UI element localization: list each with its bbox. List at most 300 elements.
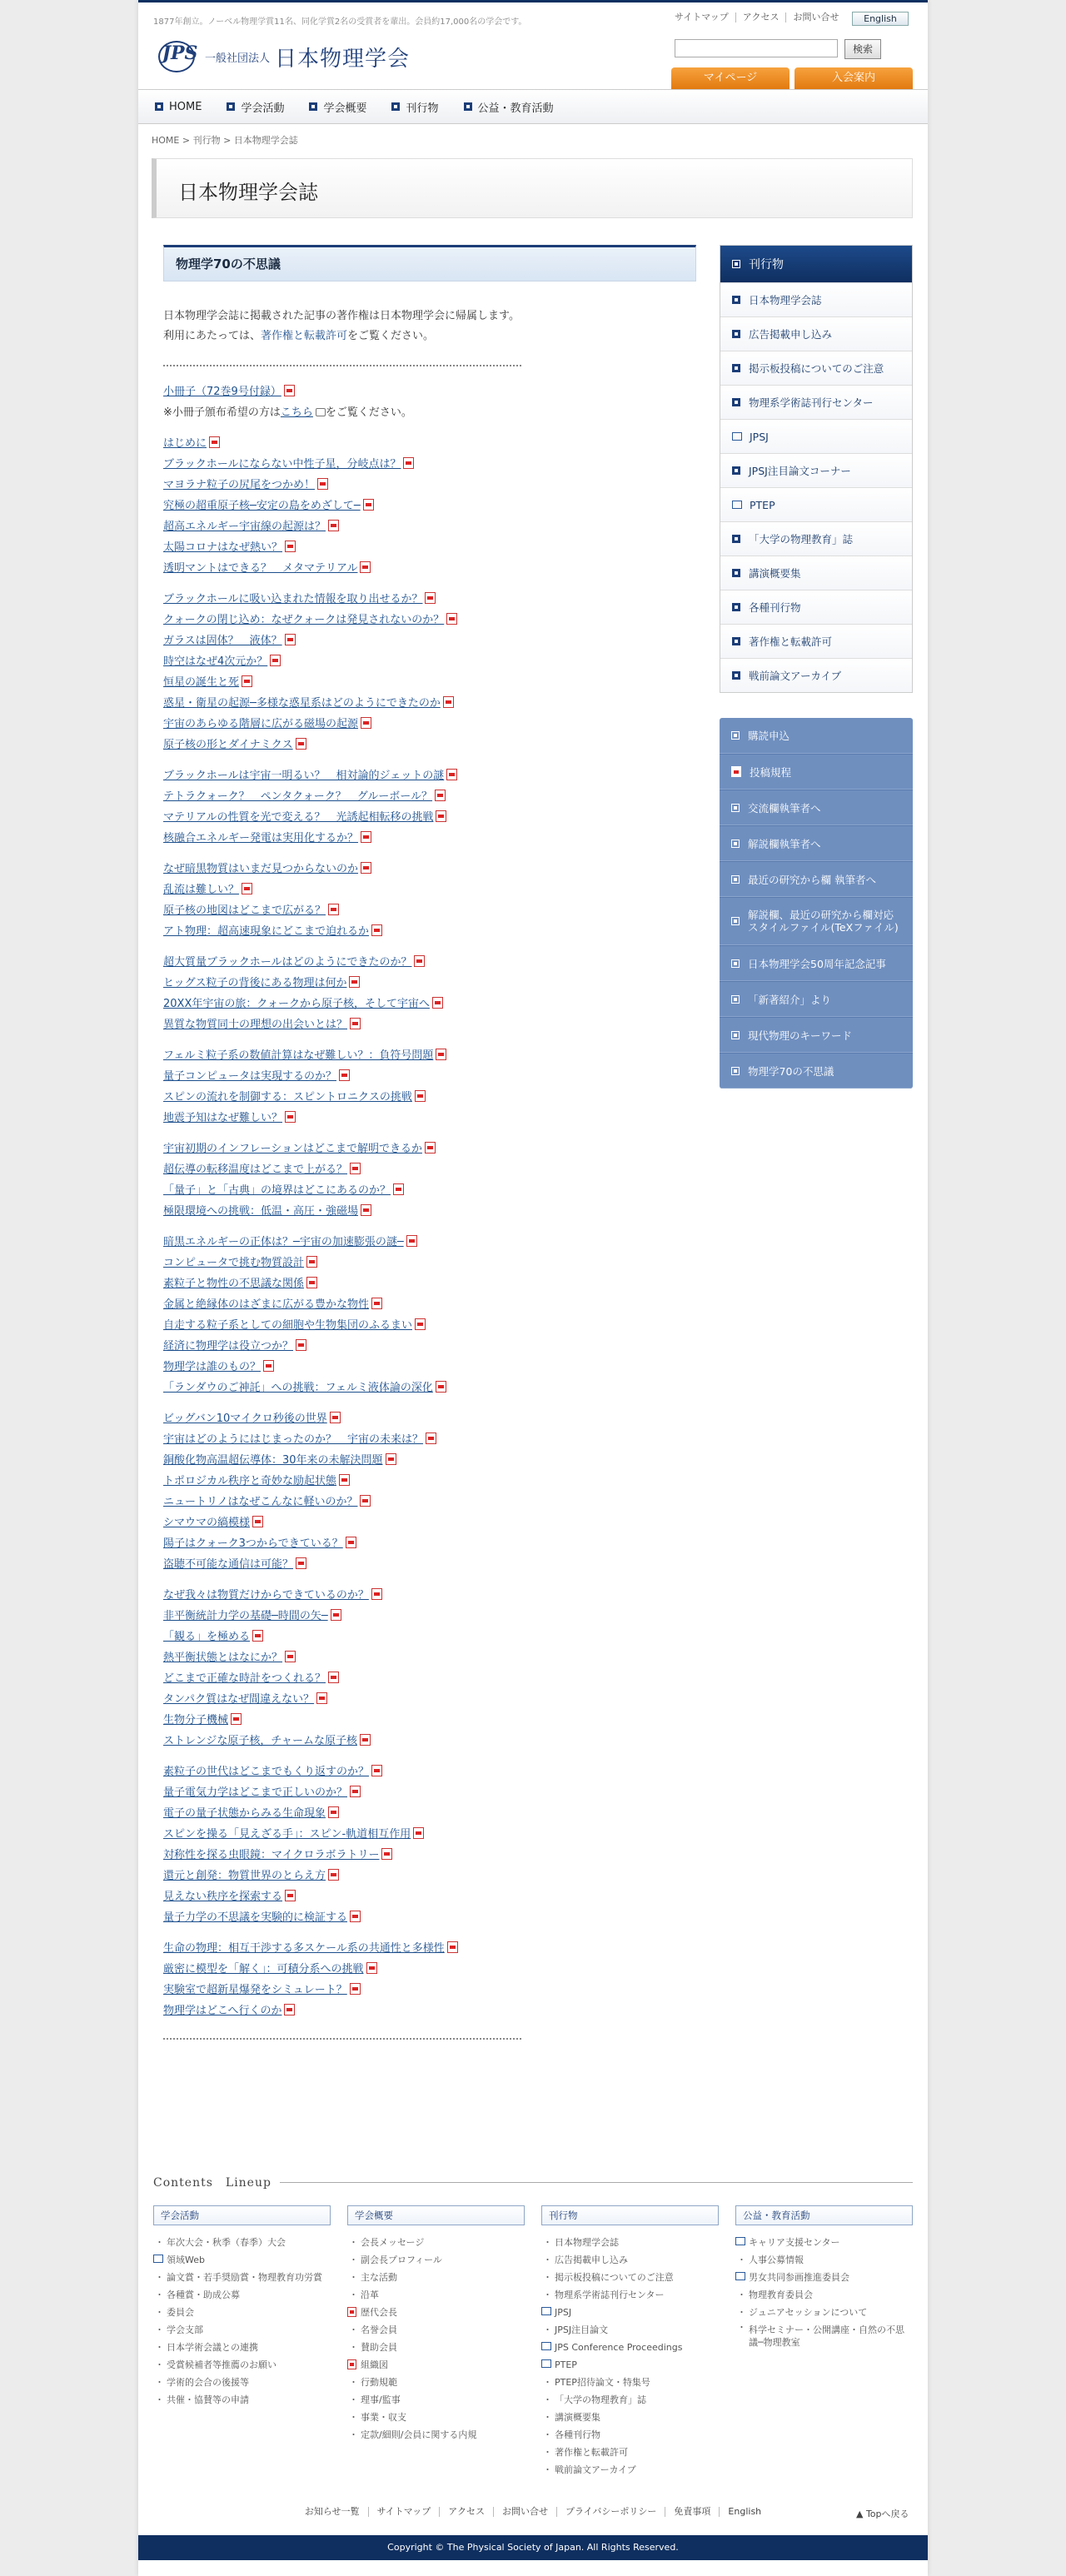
- pdf-icon: [231, 1713, 242, 1725]
- footer-link[interactable]: ・ 「大学の物理教育」誌: [541, 2391, 719, 2409]
- mypage-button[interactable]: マイページ: [671, 67, 790, 89]
- article-link[interactable]: なぜ我々は物質だけからできているのか？: [163, 1585, 696, 1606]
- sidebar-item-jpsj[interactable]: JPSJ: [720, 419, 912, 453]
- sidebar2-recent[interactable]: 最近の研究から欄 執筆者へ: [720, 861, 913, 897]
- jps-logo-mark: JPS: [153, 37, 202, 76]
- footer-link[interactable]: ・ 主な活動: [347, 2269, 525, 2286]
- util-link-sitemap[interactable]: サイトマップ: [675, 12, 729, 22]
- footer-link[interactable]: 組織図: [347, 2356, 525, 2374]
- bullet-icon: [731, 959, 740, 968]
- article-link[interactable]: ヒッグス粒子の背後にある物理は何か: [163, 973, 696, 994]
- pdf-icon: [252, 1630, 263, 1642]
- pdf-icon: [443, 696, 454, 708]
- pdf-icon: [350, 1163, 361, 1174]
- pdf-icon: [386, 1453, 396, 1465]
- footer-link[interactable]: JPSJ: [541, 2304, 719, 2321]
- article-link[interactable]: はじめに: [163, 433, 696, 454]
- pdf-icon: [426, 1432, 436, 1444]
- footer-link[interactable]: 歴代会長: [347, 2304, 525, 2321]
- article-link[interactable]: 地震予知はなぜ難しい？: [163, 1108, 696, 1129]
- pdf-icon: [360, 1495, 371, 1507]
- intro-line-2: 利用にあたっては、著作権と転載許可をご覧ください。: [163, 330, 435, 342]
- article-link[interactable]: マヨラナ粒子の尻尾をつかめ！: [163, 475, 696, 496]
- site-logo[interactable]: [153, 37, 410, 76]
- intro-text: [163, 306, 696, 346]
- article-link[interactable]: テトラクォーク？ ペンタクォーク？ グルーボール？: [163, 786, 696, 807]
- article-link[interactable]: 暗黒エネルギーの正体は？─宇宙の加速膨張の謎─: [163, 1232, 696, 1253]
- article-link[interactable]: 物理学は誰のもの？: [163, 1357, 696, 1378]
- sidebar-item-ad[interactable]: 広告掲載申し込み: [720, 316, 912, 351]
- bullet-icon: [227, 102, 235, 111]
- pdf-icon: [242, 675, 252, 687]
- external-window-icon: [541, 2307, 551, 2315]
- bullet-icon: [732, 466, 740, 475]
- footer-column-head[interactable]: 学会概要: [347, 2205, 525, 2225]
- footer-link[interactable]: ・ 掲示板投稿についてのご注意: [541, 2269, 719, 2286]
- article-link[interactable]: 透明マントはできる？ メタマテリアル: [163, 558, 696, 579]
- article-link[interactable]: 量子力学の不思議を実験的に検証する: [163, 1907, 696, 1928]
- section-title: 物理学70の不思議: [163, 245, 696, 282]
- footer-link[interactable]: ・ 賛助会員: [347, 2339, 525, 2356]
- footer-link[interactable]: 男女共同参画推進委員会: [735, 2269, 913, 2286]
- article-link[interactable]: タンパク質はなぜ間違えない？: [163, 1689, 696, 1710]
- bullet-icon: [732, 637, 740, 645]
- pdf-icon: [346, 1537, 356, 1548]
- article-link[interactable]: 還元と創発：物質世界のとらえ方: [163, 1866, 696, 1886]
- article-link[interactable]: 超大質量ブラックホールはどのようにできたのか？: [163, 952, 696, 973]
- pdf-icon: [731, 766, 741, 777]
- article-link[interactable]: なぜ暗黒物質はいまだ見つからないのか: [163, 859, 696, 879]
- pdf-icon: [306, 1277, 317, 1288]
- sidebar2-subscribe[interactable]: 購読申込: [720, 718, 913, 754]
- external-window-icon: [735, 2272, 745, 2280]
- article-link[interactable]: クォークの閉じ込め：なぜクォークは発見されないのか？: [163, 610, 696, 630]
- pdf-icon: [436, 1049, 446, 1060]
- sidebar2-review[interactable]: 解説欄執筆者へ: [720, 825, 913, 861]
- pdf-icon: [296, 1557, 306, 1569]
- sidebar-item-bbs-notice[interactable]: 掲示板投稿についてのご注意: [720, 351, 912, 385]
- booklet-note: ※小冊子頒布希望の方はこちら をご覧ください。: [163, 406, 412, 419]
- pdf-icon: [432, 997, 443, 1009]
- pdf-icon: [285, 541, 296, 552]
- article-link[interactable]: 金属と絶縁体のはざまに広がる豊かな物性: [163, 1294, 696, 1315]
- page-title: 日本物理学会誌: [178, 181, 318, 204]
- pdf-icon: [339, 1069, 350, 1081]
- header: [138, 2, 928, 89]
- pdf-icon: [284, 2004, 295, 2015]
- bullet-icon: [731, 731, 740, 740]
- article-group: [163, 433, 696, 579]
- util-link-contact[interactable]: お問い合せ: [785, 12, 845, 22]
- bullet-icon: [731, 1031, 740, 1039]
- pdf-icon: [328, 1806, 339, 1818]
- footer-link[interactable]: ・ 受賞候補者等推薦のお願い: [153, 2356, 331, 2374]
- article-link[interactable]: 宇宙初期のインフレーションはどこまで解明できるか: [163, 1139, 696, 1159]
- pdf-icon: [263, 1360, 274, 1372]
- footer-link-news[interactable]: お知らせ一覧: [304, 2506, 360, 2517]
- sidebar-publications: [720, 245, 913, 693]
- dotted-divider: [163, 365, 521, 366]
- article-link[interactable]: 素粒子と物性の不思議な関係: [163, 1273, 696, 1294]
- pdf-icon: [446, 613, 457, 625]
- join-button[interactable]: 入会案内: [795, 67, 913, 89]
- article-link[interactable]: 「量子」と「古典」の境界はどこにあるのか？: [163, 1180, 696, 1201]
- article-group: [163, 1139, 696, 1222]
- pdf-icon: [361, 1204, 371, 1216]
- footer-link-disclaimer[interactable]: 免責事項: [665, 2507, 719, 2517]
- article-link[interactable]: 盗聴不可能な通信は可能？: [163, 1554, 696, 1575]
- global-nav: [138, 89, 928, 124]
- footer-link[interactable]: ・ 学会支部: [153, 2321, 331, 2339]
- footer-link-sitemap[interactable]: サイトマップ: [368, 2507, 440, 2517]
- footer-link[interactable]: ・ 定款/細則/会員に関する内規: [347, 2426, 525, 2444]
- pdf-icon: [242, 883, 252, 894]
- article-link[interactable]: 生命の物理：相互干渉する多スケール系の共通性と多様性: [163, 1938, 696, 1959]
- pdf-icon: [363, 499, 374, 511]
- footer-link[interactable]: ・ 各種刊行物: [541, 2426, 719, 2444]
- article-link[interactable]: 経済に物理学は役立つか？: [163, 1336, 696, 1357]
- gnav-publications[interactable]: 刊行物: [391, 99, 438, 115]
- pdf-icon: [296, 1339, 306, 1351]
- sidebar2-style-files[interactable]: 解説欄、最近の研究から欄対応 スタイルファイル(TeXファイル): [720, 897, 913, 945]
- intro-line-1: 日本物理学会誌に掲載された記事の著作権は日本物理学会に帰属します。: [163, 310, 520, 322]
- pdf-icon: [350, 1911, 361, 1922]
- sidebar-item-jpsj-featured[interactable]: JPSJ注目論文コーナー: [720, 453, 912, 487]
- article-link[interactable]: ニュートリノはなぜこんなに軽いのか？: [163, 1492, 696, 1512]
- pdf-icon: [350, 1983, 361, 1995]
- pdf-icon: [252, 1516, 263, 1527]
- search-input[interactable]: [675, 39, 838, 57]
- logo-subtitle: 一般社団法人: [205, 52, 271, 65]
- pdf-icon: [296, 738, 306, 750]
- article-link[interactable]: どこまで正確な時計をつくれる？: [163, 1668, 696, 1689]
- pdf-icon: [360, 1734, 371, 1746]
- footer-column: [153, 2205, 331, 2479]
- footer-columns: [153, 2205, 913, 2479]
- bullet-icon: [731, 995, 740, 1004]
- sidebar-item-journal[interactable]: 日本物理学会誌: [720, 282, 912, 316]
- footer-nav: [138, 2507, 928, 2517]
- bullet-icon: [464, 102, 472, 111]
- footer-link[interactable]: ・ 著作権と転載許可: [541, 2444, 719, 2461]
- article-list: [163, 433, 696, 2021]
- pdf-icon: [285, 1890, 296, 1901]
- sidebar-head[interactable]: 刊行物: [720, 246, 912, 282]
- pdf-icon: [366, 1962, 377, 1974]
- sidebar-item-archive[interactable]: 戦前論文アーカイブ: [720, 658, 912, 692]
- article-link[interactable]: 恒星の誕生と死: [163, 672, 696, 693]
- article-link[interactable]: 宇宙はどのようにはじまったのか？ 宇宙の未来は？: [163, 1429, 696, 1450]
- back-to-top-link[interactable]: ▲ Topへ戻る: [856, 2509, 909, 2519]
- bullet-icon: [731, 1067, 740, 1075]
- article-link[interactable]: トポロジカル秩序と奇妙な励起状態: [163, 1471, 696, 1492]
- bullet-icon: [731, 804, 740, 812]
- article-link[interactable]: 生物分子機械: [163, 1710, 696, 1731]
- bullet-icon: [732, 296, 740, 304]
- article-link[interactable]: 極限環境への挑戦：低温・高圧・強磁場: [163, 1201, 696, 1222]
- sidebar2-new-books[interactable]: 「新著紹介」より: [720, 981, 913, 1017]
- footer-link[interactable]: ・ 科学セミナー・公開講座・自然の不思議─物理教室: [735, 2321, 913, 2349]
- sidebar2-exchange[interactable]: 交流欄執筆者へ: [720, 790, 913, 825]
- article-link[interactable]: スピンの流れを制御する：スピントロニクスの挑戦: [163, 1087, 696, 1108]
- gnav-public-education[interactable]: 公益・教育活動: [464, 99, 554, 115]
- article-link[interactable]: 惑星・衛星の起源─多様な惑星系はどのようにできたのか: [163, 693, 696, 714]
- pdf-icon: [328, 1672, 339, 1683]
- pdf-icon: [393, 1183, 404, 1195]
- footer-link[interactable]: ・ PTEP招待論文・特集号: [541, 2374, 719, 2391]
- pdf-icon: [446, 769, 457, 780]
- pdf-icon: [347, 2359, 356, 2369]
- pdf-icon: [371, 1298, 382, 1309]
- footer-link[interactable]: ・ 日本物理学会誌: [541, 2234, 719, 2251]
- booklet-link[interactable]: 小冊子（72巻9号付録）: [163, 381, 696, 402]
- article-link[interactable]: マテリアルの性質を光で変える？ 光誘起相転移の挑戦: [163, 807, 696, 828]
- footer-link[interactable]: ・ 理事/監事: [347, 2391, 525, 2409]
- pdf-icon: [361, 717, 371, 729]
- sidebar-item-misc[interactable]: 各種刊行物: [720, 590, 912, 624]
- article-link[interactable]: 銅酸化物高温超伝導体：30年来の未解決問題: [163, 1450, 696, 1471]
- footer-link[interactable]: ・ 人事公募情報: [735, 2251, 913, 2269]
- pdf-icon: [328, 1869, 339, 1881]
- pdf-icon: [371, 1588, 382, 1600]
- article-link[interactable]: 見えない秩序を探索する: [163, 1886, 696, 1907]
- article-link[interactable]: 自走する粒子系としての細胞や生物集団のふるまい: [163, 1315, 696, 1336]
- article-link[interactable]: 「ランダウのご神託」への挑戦：フェルミ液体論の深化: [163, 1378, 696, 1398]
- article-link[interactable]: 原子核の地図はどこまで広がる？: [163, 900, 696, 921]
- footer-link[interactable]: ・ 副会長プロフィール: [347, 2251, 525, 2269]
- footer-link-access[interactable]: アクセス: [439, 2507, 493, 2517]
- main-content: [163, 245, 696, 2055]
- gnav-about[interactable]: 学会概要: [309, 99, 366, 115]
- article-link[interactable]: ブラックホールにならない中性子星，分岐点は？: [163, 454, 696, 475]
- article-link[interactable]: スピンを操る「見えざる手」：スピン-軌道相互作用: [163, 1824, 696, 1845]
- article-group: [163, 1585, 696, 1751]
- footer-link[interactable]: ・ 日本学術会議との連携: [153, 2339, 331, 2356]
- article-link[interactable]: 太陽コロナはなぜ熱い？: [163, 537, 696, 558]
- sidebar-item-center[interactable]: 物理系学術誌刊行センター: [720, 385, 912, 419]
- footer-link[interactable]: ・ 共催・協賛等の申請: [153, 2391, 331, 2409]
- bullet-icon: [732, 330, 740, 338]
- article-link[interactable]: 非平衡統計力学の基礎─時間の矢─: [163, 1606, 696, 1627]
- footer-link[interactable]: PTEP: [541, 2356, 719, 2374]
- sidebar-item-copyright[interactable]: 著作権と転載許可: [720, 624, 912, 658]
- article-link[interactable]: 実験室で超新星爆発をシミュレート？: [163, 1980, 696, 2001]
- sidebar2-rules[interactable]: 投稿規程: [720, 754, 913, 790]
- article-group: [163, 1045, 696, 1129]
- pdf-icon: [285, 1651, 296, 1662]
- bullet-icon: [732, 364, 740, 372]
- pdf-icon: [436, 810, 446, 822]
- article-link[interactable]: 時空はなぜ4次元か？: [163, 651, 696, 672]
- pdf-icon: [435, 790, 446, 801]
- bullet-icon: [732, 260, 740, 268]
- footer-column-head[interactable]: 刊行物: [541, 2205, 719, 2225]
- footer-link-english[interactable]: English: [719, 2507, 770, 2517]
- pdf-icon: [285, 1111, 296, 1123]
- gnav-activities[interactable]: 学会活動: [227, 99, 284, 115]
- sidebar2-70-wonders[interactable]: 物理学70の不思議: [720, 1053, 913, 1089]
- footer-link[interactable]: キャリア支援センター: [735, 2234, 913, 2251]
- english-button[interactable]: English: [852, 12, 909, 26]
- footer-link[interactable]: ・ 各種賞・助成公募: [153, 2286, 331, 2304]
- article-link[interactable]: 究極の超重原子核─安定の島をめざして─: [163, 496, 696, 516]
- footer-link[interactable]: ・ 戦前論文アーカイブ: [541, 2461, 719, 2479]
- article-link[interactable]: ブラックホールは宇宙一明るい？ 相対論的ジェットの謎: [163, 765, 696, 786]
- article-group: [163, 952, 696, 1035]
- dotted-divider: [163, 2038, 521, 2040]
- article-link[interactable]: 量子電気力学はどこまで正しいのか？: [163, 1782, 696, 1803]
- gnav-home[interactable]: HOME: [155, 101, 202, 113]
- footer-link[interactable]: ・ 行動規範: [347, 2374, 525, 2391]
- bullet-icon: [732, 535, 740, 543]
- article-link[interactable]: 対称性を探る虫眼鏡：マイクロラボラトリー: [163, 1845, 696, 1866]
- contents-lineup: [153, 2174, 913, 2479]
- footer-link[interactable]: ・ 会長メッセージ: [347, 2234, 525, 2251]
- article-link[interactable]: 原子核の形とダイナミクス: [163, 735, 696, 755]
- sidebar-item-phys-edu[interactable]: 「大学の物理教育」誌: [720, 521, 912, 556]
- footer-link[interactable]: ・ ジュニアセッションについて: [735, 2304, 913, 2321]
- article-group: [163, 765, 696, 849]
- external-link-icon: [316, 408, 326, 416]
- article-link[interactable]: 20XX年宇宙の旅：クォークから原子核，そして宇宙へ: [163, 994, 696, 1014]
- article-link[interactable]: 素粒子の世代はどこまでもくり返すのか？: [163, 1761, 696, 1782]
- article-link[interactable]: ブラックホールに吸い込まれた情報を取り出せるか？: [163, 589, 696, 610]
- pdf-icon: [350, 1786, 361, 1797]
- article-link[interactable]: 電子の量子状態からみる生命現象: [163, 1803, 696, 1824]
- article-link[interactable]: シマウマの縞模様: [163, 1512, 696, 1533]
- article-link[interactable]: 超伝導の転移温度はどこまで上がる？: [163, 1159, 696, 1180]
- pdf-icon: [415, 1318, 426, 1330]
- sidebar-journal-menu: [720, 718, 913, 1089]
- footer-link[interactable]: ・ 論文賞・若手奨励賞・物理教育功労賞: [153, 2269, 331, 2286]
- contents-title: Contents Lineup: [153, 2174, 913, 2190]
- article-link[interactable]: 物理学はどこへ行くのか: [163, 2001, 696, 2021]
- article-link[interactable]: 量子コンピュータは実現するのか？: [163, 1066, 696, 1087]
- footer-link[interactable]: ・ 沿革: [347, 2286, 525, 2304]
- footer-link[interactable]: ・ 事業・収支: [347, 2409, 525, 2426]
- external-window-icon: [153, 2255, 163, 2263]
- external-window-icon: [541, 2342, 551, 2350]
- pdf-icon: [284, 385, 295, 396]
- article-link[interactable]: ビッグバン10マイクロ秒後の世界: [163, 1408, 696, 1429]
- footer-link-privacy[interactable]: プライバシーポリシー: [556, 2507, 665, 2517]
- booklet-request-link[interactable]: こちら: [280, 406, 313, 419]
- footer-link[interactable]: ・ 年次大会・秋季（春季）大会: [153, 2234, 331, 2251]
- article-link[interactable]: コンピュータで挑む物質設計: [163, 1253, 696, 1273]
- bullet-icon: [731, 875, 740, 884]
- pdf-icon: [406, 1235, 417, 1247]
- article-link[interactable]: 核融合エネルギー発電は実用化するか？: [163, 828, 696, 849]
- article-group: [163, 1232, 696, 1398]
- article-link[interactable]: 熱平衡状態とはなにか？: [163, 1647, 696, 1668]
- article-group: [163, 1761, 696, 1928]
- article-group: [163, 589, 696, 755]
- article-link[interactable]: 陽子はクォーク3つからできている？: [163, 1533, 696, 1554]
- pdf-icon: [414, 955, 425, 967]
- pdf-icon: [350, 1018, 361, 1029]
- footer-link[interactable]: ・ 物理系学術誌刊行センター: [541, 2286, 719, 2304]
- pdf-icon: [270, 655, 281, 666]
- article-link[interactable]: ガラスは固体？ 液体？: [163, 630, 696, 651]
- pdf-icon: [349, 976, 360, 988]
- bullet-icon: [155, 102, 163, 111]
- footer-column-head[interactable]: 公益・教育活動: [735, 2205, 913, 2225]
- bullet-icon: [732, 569, 740, 577]
- article-link[interactable]: 乱流は難しい？: [163, 879, 696, 900]
- pdf-icon: [306, 1256, 317, 1268]
- article-link[interactable]: 宇宙のあらゆる階層に広がる磁場の起源: [163, 714, 696, 735]
- pdf-icon: [339, 1474, 350, 1486]
- search-button[interactable]: 検索: [844, 39, 881, 59]
- sidebar2-keywords[interactable]: 現代物理のキーワード: [720, 1017, 913, 1053]
- footer-column: [347, 2205, 525, 2479]
- copyright-permission-link[interactable]: 著作権と転載許可: [261, 330, 348, 342]
- sidebar2-50th[interactable]: 日本物理学会50周年記念記事: [720, 945, 913, 981]
- footer-link[interactable]: ・ 学術的会合の後援等: [153, 2374, 331, 2391]
- article-link[interactable]: 異質な物質同士の理想の出会いとは？: [163, 1014, 696, 1035]
- sidebar-item-abstracts[interactable]: 講演概要集: [720, 556, 912, 590]
- footer-link[interactable]: ・ 広告掲載申し込み: [541, 2251, 719, 2269]
- page: [138, 0, 928, 2576]
- article-link[interactable]: ストレンジな原子核，チャームな原子核: [163, 1731, 696, 1751]
- footer-link[interactable]: ・ 講演概要集: [541, 2409, 719, 2426]
- footer-link[interactable]: ・ 委員会: [153, 2304, 331, 2321]
- article-group: [163, 859, 696, 942]
- article-link[interactable]: 「観る」を極める: [163, 1627, 696, 1647]
- footer-link-contact[interactable]: お問い合せ: [493, 2507, 556, 2517]
- article-link[interactable]: フェルミ粒子系の数値計算はなぜ難しい？：負符号問題: [163, 1045, 696, 1066]
- article-link[interactable]: 厳密に模型を「解く」：可積分系への挑戦: [163, 1959, 696, 1980]
- bullet-icon: [731, 840, 740, 848]
- pdf-icon: [381, 1848, 392, 1860]
- pdf-icon: [361, 831, 371, 843]
- pdf-icon: [436, 1381, 446, 1393]
- footer-link[interactable]: 領域Web: [153, 2251, 331, 2269]
- sidebar-item-ptep[interactable]: PTEP: [720, 487, 912, 521]
- tagline: 1877年創立。ノーベル物理学賞11名、同化学賞2名の受賞者を輩出。会員約17,000名の学会です。: [153, 17, 527, 27]
- footer-link[interactable]: ・ JPSJ注目論文: [541, 2321, 719, 2339]
- pdf-icon: [347, 2307, 356, 2317]
- footer-column: [735, 2205, 913, 2479]
- footer-column-head[interactable]: 学会活動: [153, 2205, 331, 2225]
- external-window-icon: [735, 2237, 745, 2245]
- bullet-icon: [732, 671, 740, 680]
- footer-link[interactable]: ・ 物理教育委員会: [735, 2286, 913, 2304]
- pdf-icon: [361, 862, 371, 874]
- bullet-icon: [732, 603, 740, 611]
- article-link[interactable]: アト物理：超高速現象にどこまで迫れるか: [163, 921, 696, 942]
- pdf-icon: [330, 1412, 341, 1423]
- pdf-icon: [285, 634, 296, 645]
- footer-link[interactable]: JPS Conference Proceedings: [541, 2339, 719, 2356]
- pdf-icon: [425, 1142, 436, 1153]
- pdf-icon: [415, 1090, 426, 1102]
- pdf-icon: [425, 592, 436, 604]
- article-group: [163, 1938, 696, 2021]
- pdf-icon: [317, 478, 328, 490]
- util-link-access[interactable]: アクセス: [735, 12, 786, 22]
- breadcrumb[interactable]: HOME > 刊行物 > 日本物理学会誌: [152, 135, 298, 146]
- footer-column: [541, 2205, 719, 2479]
- pdf-icon: [413, 1827, 424, 1839]
- article-group: [163, 1408, 696, 1575]
- pdf-icon: [360, 561, 371, 573]
- footer-link[interactable]: ・ 名誉会員: [347, 2321, 525, 2339]
- article-link[interactable]: 超高エネルギー宇宙線の起源は？: [163, 516, 696, 537]
- external-window-icon: [732, 432, 742, 441]
- external-window-icon: [541, 2359, 551, 2368]
- bullet-icon: [391, 102, 400, 111]
